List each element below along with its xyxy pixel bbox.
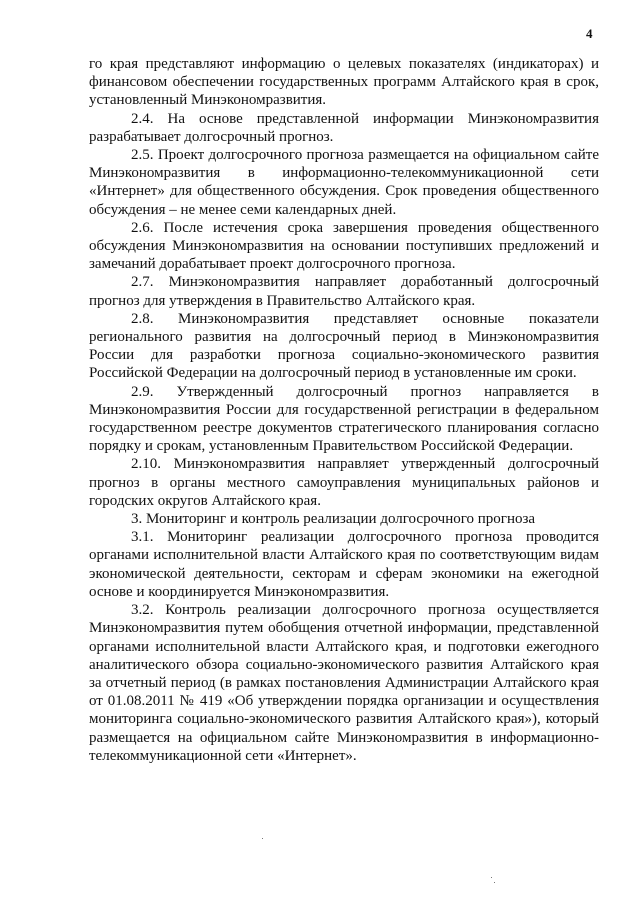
- paragraph-2-9: 2.9. Утвержденный долгосрочный прогноз направляется в Минэкономразвития России для государственной регистрации в федеральном государственном реестре документов стратегического планирования согласно порядку и срокам, установленным Правительством Российской Федерации.: [89, 383, 599, 455]
- document-body: [89, 55, 599, 765]
- page-number: 4: [586, 26, 593, 41]
- paragraph-2-7: 2.7. Минэкономразвития направляет доработанный долгосрочный прогноз для утверждения в Правительство Алтайского края.: [89, 274, 599, 309]
- paragraph-3-1: 3.1. Мониторинг реализации долгосрочного прогноза проводится органами исполнительной власти Алтайского края по соответствующим видам экономической деятельности, секторам и сферам экономики на ежегодной основе и координируется Минэкономразвития.: [89, 529, 599, 600]
- paragraph-2-6: 2.6. После истечения срока завершения проведения общественного обсуждения Минэкономразвития на основании поступивших предложений и замечаний дорабатывает проект долгосрочного прогноза.: [89, 219, 599, 273]
- paragraph-2-4: 2.4. На основе представленной информации Минэкономразвития разрабатывает долгосрочный прогноз.: [89, 110, 599, 145]
- paragraph-2-10: 2.10. Минэкономразвития направляет утвержденный долгосрочный прогноз в органы местного самоуправления муниципальных районов и городских округов Алтайского края.: [89, 456, 599, 509]
- paragraph-2-8: 2.8. Минэкономразвития представляет основные показатели регионального развития на долгосрочный период в Минэкономразвития России для разработки прогноза социально-экономического развития Российской Федерации на долгосрочный период в установленные им сроки.: [89, 310, 599, 382]
- scan-speck: [491, 877, 492, 878]
- paragraph-2-5: 2.5. Проект долгосрочного прогноза размещается на официальном сайте Минэкономразвития в информационно-телекоммуникационной сети «Интернет» для общественного обсуждения. Срок проведения общественного обсуждения – не менее семи календарных дней.: [89, 147, 599, 218]
- section-3-heading: 3. Мониторинг и контроль реализации долгосрочного прогноза: [131, 511, 536, 528]
- paragraph-3-2: 3.2. Контроль реализации долгосрочного прогноза осуществляется Минэкономразвития путем обобщения отчетной информации, представленной органами исполнительной власти Алтайского края, и подготовки ежегодного аналитического обзора социально-экономического развития Алтайского края за отчетный период (в рамках постановления Администрации Алтайского края от 01.08.2011 № 419 «Об утверждении порядка организации и осуществления мониторинга социально-экономического развития Алтайского края»), который размещается на официальном сайте Минэкономразвития в информационно-телекоммуникационной сети «Интернет».: [89, 602, 599, 764]
- paragraph-continuation: го края представляют информацию о целевых показателях (индикаторах) и финансовом обеспечении государственных программ Алтайского края в срок, установленный Минэкономразвития.: [89, 56, 599, 109]
- scan-speck: [494, 882, 495, 883]
- scan-speck: [262, 838, 263, 839]
